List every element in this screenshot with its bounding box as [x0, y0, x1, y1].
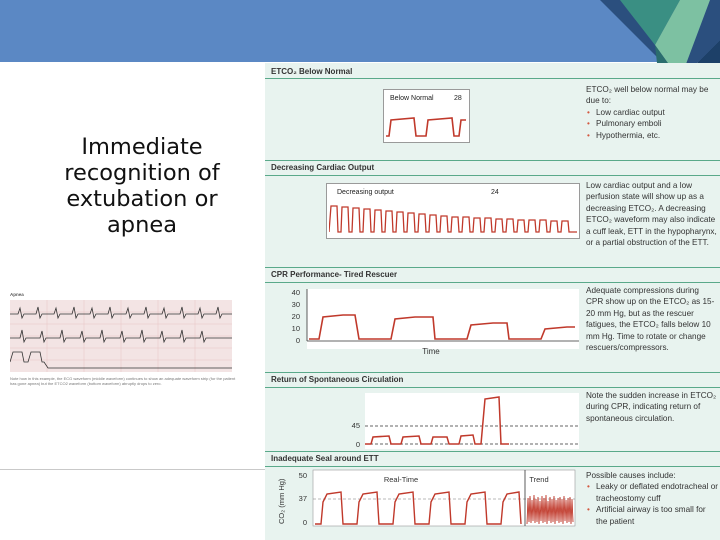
decreasing-output-label: Decreasing output	[337, 189, 394, 196]
below-normal-description	[586, 84, 718, 141]
cpr-y-tick: 30	[291, 300, 300, 309]
cpr-y-tick: 40	[291, 288, 300, 297]
inadequate-seal-cause-item: • Leaky or deflated endotracheal or tracheostomy cuff	[596, 481, 718, 504]
section-heading-rosc: Return of Spontaneous Circulation	[271, 375, 404, 384]
cpr-y-tick: 0	[295, 336, 300, 345]
section-heading-inadequate-seal: Inadequate Seal around ETT	[271, 454, 379, 463]
below-normal-intro: ETCO₂ well below normal may be due to:	[586, 85, 709, 106]
cpr-y-tick: 20	[291, 312, 300, 321]
rosc-y-tick: 45	[351, 421, 360, 430]
inadequate-seal-cause-item: • Artificial airway is too small for the patient	[596, 504, 718, 527]
below-normal-value: 28	[454, 95, 462, 102]
apnea-figure-note: Note how in this example, the ECG waveform (middle waveform) continues to show an adequate waveform strip (for the patient has gone apnea) but the ETCO2 waveform (bottom waveform) abruptly drops to zero.	[10, 376, 236, 386]
seal-y-tick: 50	[298, 471, 307, 480]
seal-y-tick: 0	[302, 518, 307, 527]
decreasing-output-description: Low cardiac output and a low perfusion state will show up as a decreasing ETCO₂. A decreasing ETCO₂ waveform may also indicate a cuff leak, ETT in the hypopharynx, or a partial obstruction of the ETT.	[586, 181, 717, 248]
below-normal-waveform-box	[383, 89, 470, 143]
apnea-figure	[8, 292, 256, 400]
cpr-y-tick: 10	[291, 324, 300, 333]
apnea-waveform-strip	[10, 300, 232, 372]
seal-y-tick: 37	[298, 494, 307, 503]
divider-line	[0, 469, 270, 470]
slide-title: Immediate recognition of extubation or apnea	[64, 134, 220, 238]
below-normal-waveform	[386, 106, 466, 140]
inadequate-seal-chart	[273, 468, 583, 538]
cpr-description: Adequate compressions during CPR show up on the ETCO₂ as 15-20 mm Hg, but as the rescuer fatigues, the ETCO₂ falls below 10 mm Hg. Time to rotate or change rescuers/compressors.	[586, 286, 715, 353]
rosc-chart	[343, 391, 583, 451]
etco2-reference-panel	[265, 63, 720, 540]
cpr-x-axis-label: Time	[422, 347, 440, 356]
seal-realtime-label: Real-Time	[383, 475, 419, 484]
rosc-description: Note the sudden increase in ETCO₂ during CPR, indicating return of spontaneous circulation.	[586, 391, 717, 423]
section-divider	[265, 466, 720, 467]
cpr-performance-chart	[285, 285, 585, 361]
inadequate-seal-intro: Possible causes include:	[586, 471, 676, 480]
section-divider	[265, 78, 720, 79]
below-normal-cause-item: • Pulmonary emboli	[596, 118, 718, 129]
seal-y-axis-label: CO₂ (mm Hg)	[277, 478, 286, 524]
apnea-figure-title: Apnea	[10, 292, 24, 297]
below-normal-cause-item: • Hypothermia, etc.	[596, 130, 718, 141]
seal-trend-label: Trend	[529, 475, 549, 484]
decreasing-output-value: 24	[491, 189, 499, 196]
section-divider	[265, 282, 720, 283]
section-divider	[265, 175, 720, 176]
inadequate-seal-description	[586, 470, 718, 527]
section-heading-decreasing-output: Decreasing Cardiac Output	[271, 163, 375, 172]
decreasing-output-waveform-box	[326, 183, 580, 239]
section-divider	[265, 387, 720, 388]
below-normal-label: Below Normal	[390, 95, 434, 102]
rosc-y-tick: 0	[355, 440, 360, 449]
section-heading-cpr-performance: CPR Performance- Tired Rescuer	[271, 270, 398, 279]
below-normal-cause-item: • Low cardiac output	[596, 107, 718, 118]
section-heading-below-normal: ETCO₂ Below Normal	[271, 67, 353, 76]
decreasing-output-waveform	[329, 200, 577, 236]
